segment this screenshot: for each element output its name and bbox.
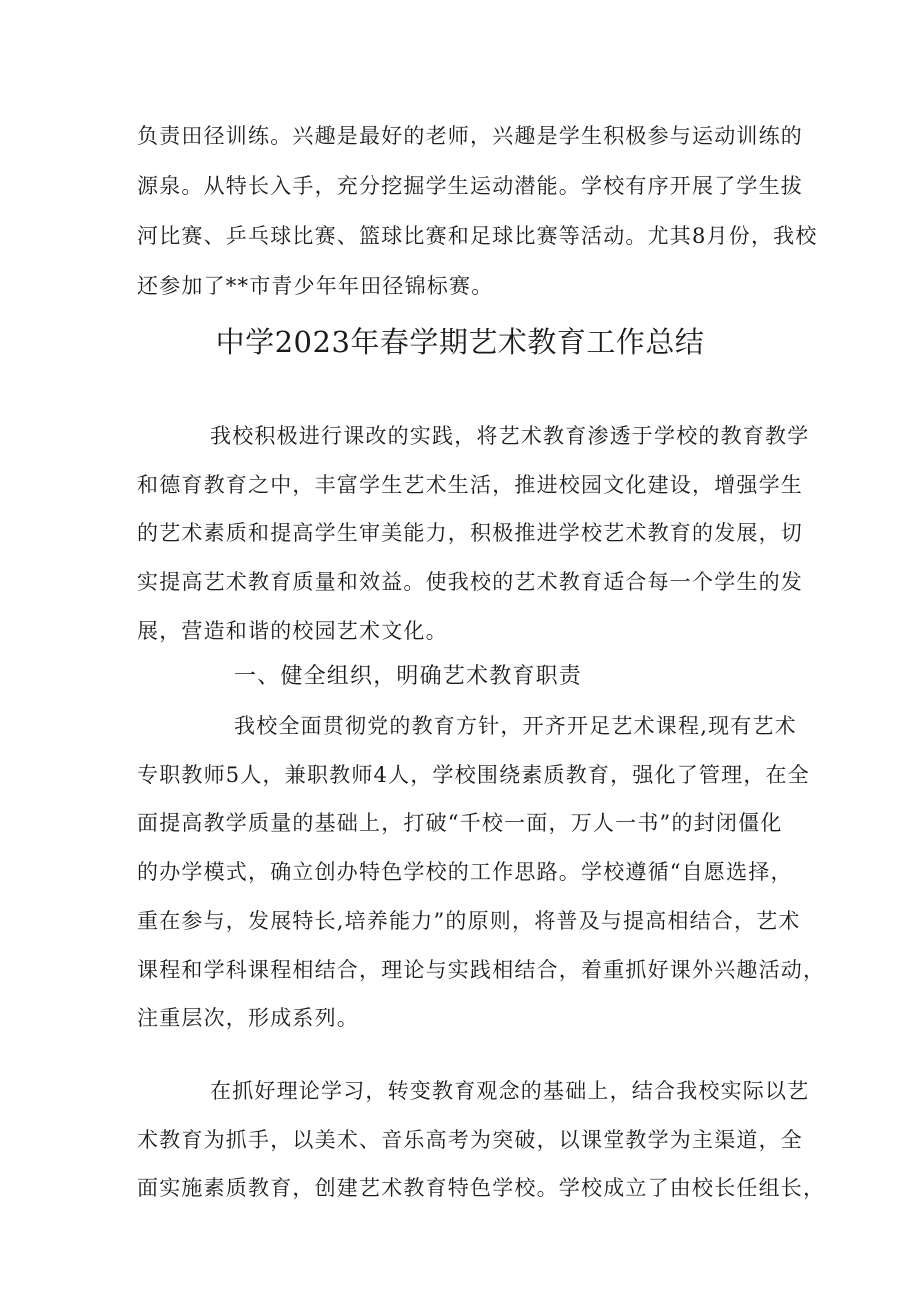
paragraph-line: 面提高教学质量的基础上，打破“千校一面，万人一书”的封闭僵化	[137, 811, 783, 835]
document-title: 中学2023年春学期艺术教育工作总结	[215, 325, 705, 359]
paragraph-line: 负责田径训练。兴趣是最好的老师，兴趣是学生积极参与运动训练的	[137, 124, 803, 148]
paragraph-line: 在抓好理论学习，转变教育观念的基础上，结合我校实际以艺	[210, 1079, 810, 1103]
paragraph-line: 河比赛、乒乓球比赛、篮球比赛和足球比赛等活动。尤其8月份，我校	[137, 224, 818, 248]
paragraph-line: 术教育为抓手，以美术、音乐高考为突破，以课堂教学为主渠道，全	[137, 1128, 803, 1152]
paragraph-line: 还参加了**市青少年年田径锦标赛。	[137, 274, 494, 298]
paragraph-line: 注重层次，形成系列。	[137, 1006, 359, 1030]
paragraph-line: 展，营造和谐的校园艺术文化。	[137, 619, 448, 643]
paragraph-line: 源泉。从特长入手，充分挖掘学生运动潜能。学校有序开展了学生拔	[137, 174, 803, 198]
section-heading: 一、健全组织，明确艺术教育职责	[234, 664, 583, 689]
paragraph-line: 我校全面贯彻党的教育方针，开齐开足艺术课程,现有艺术	[234, 714, 797, 738]
paragraph-line: 和德育教育之中，丰富学生艺术生活，推进校园文化建设，增强学生	[137, 473, 803, 497]
paragraph-line: 重在参与，发展特长,培养能力”的原则，将普及与提高相结合，艺术	[137, 909, 801, 933]
paragraph-line: 我校积极进行课改的实践，将艺术教育渗透于学校的教育教学	[210, 424, 810, 448]
paragraph-line: 课程和学科课程相结合，理论与实践相结合，着重抓好课外兴趣活动，	[137, 958, 826, 982]
paragraph-line: 的艺术素质和提高学生审美能力，积极推进学校艺术教育的发展，切	[137, 521, 803, 545]
paragraph-line: 专职教师5人，兼职教师4人，学校围绕素质教育，强化了管理，在全	[137, 763, 810, 787]
paragraph-line: 面实施素质教育，创建艺术教育特色学校。学校成立了由校长任组长，	[137, 1176, 826, 1200]
paragraph-line: 实提高艺术教育质量和效益。使我校的艺术教育适合每一个学生的发	[137, 570, 803, 594]
paragraph-line: 的办学模式，确立创办特色学校的工作思路。学校遵循“自愿选择，	[137, 860, 793, 884]
